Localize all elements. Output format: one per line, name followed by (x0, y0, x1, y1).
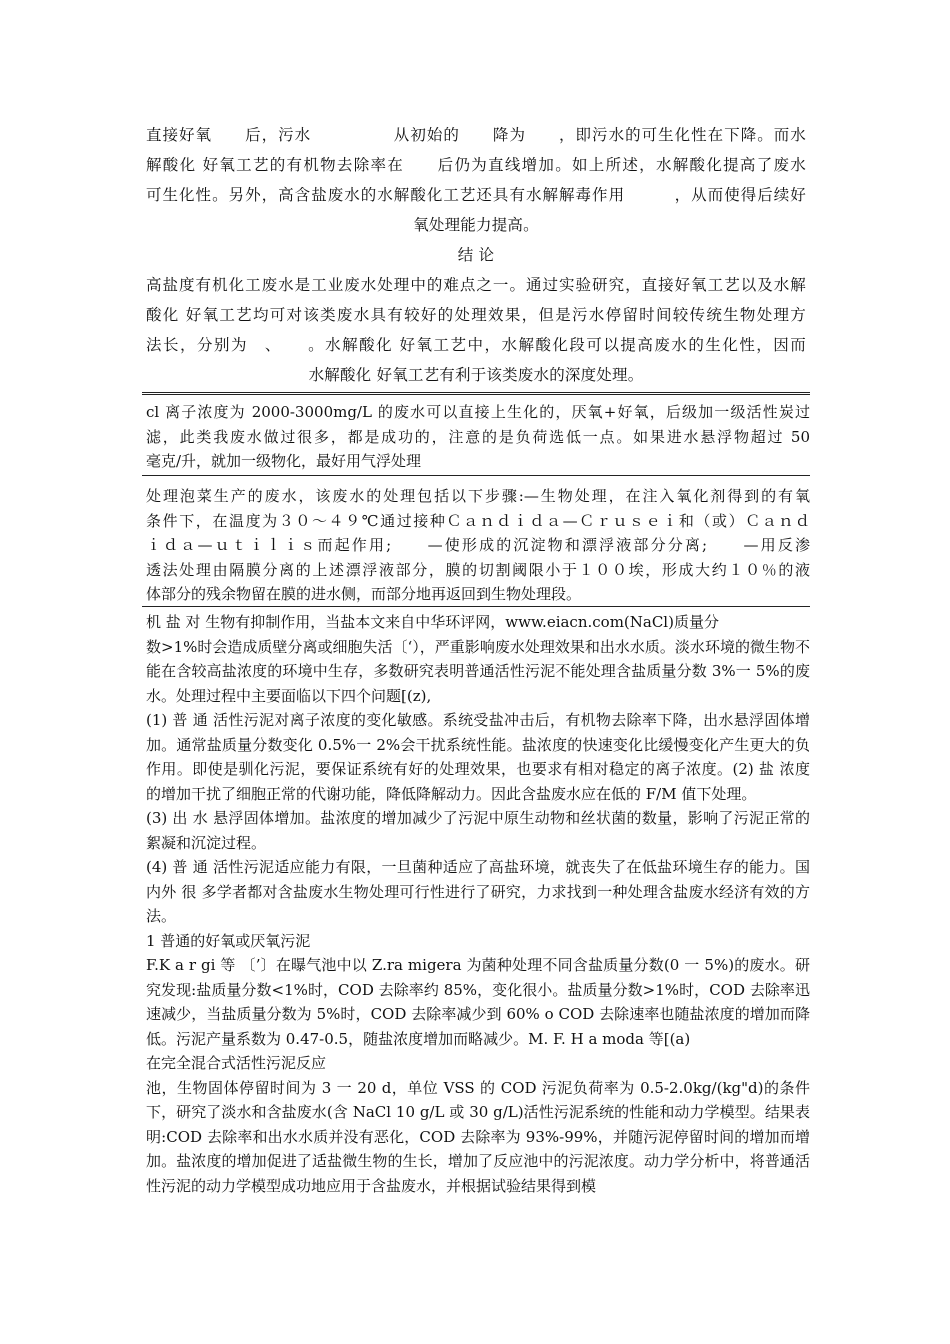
paragraph-line: ｉｄａ—ｕｔｉｌｉｓ而起作用; —使形成的沉淀物和漂浮液部分分离; —用反渗 (146, 536, 810, 554)
paragraph: 数>1%时会造成质壁分离或细胞失活〔‘），严重影响废水处理效果和出水水质。淡水环境的微生物不能在含较高盐浓度的环境中生存，多数研究表明普通活性污泥不能处理含盐质量分数 3%一 5%的废水。处理过程中主要面临以下四个问题[(z), (146, 637, 810, 705)
double-divider (142, 392, 810, 395)
paragraph-line: 高盐度有机化工废水是工业废水处理中的难点之一。通过实验研究，直接好氧工艺以及水解 (146, 276, 806, 294)
divider (142, 606, 810, 607)
paragraph-line: 处理泡菜生产的废水，该废水的处理包括以下步骤:—生物处理，在注入氧化剂得到的有氧 (146, 487, 810, 505)
paragraph: 在完全混合式活性污泥反应 (146, 1054, 327, 1072)
paragraph-line: cl 离子浓度为 2000-3000mg/L 的废水可以直接上生化的，厌氧+好氧，后级加一级活性炭过 (146, 403, 810, 421)
paragraph: 机 盐 对 生物有抑制作用，当盐本文来自中华环评网，www.eiacn.com(NaCl)质量分 (146, 613, 719, 631)
paragraph-line: 直接好氧 后，污水 从初始的 降为 ，即污水的可生化性在下降。而水 (146, 126, 806, 144)
divider (142, 475, 810, 476)
paragraph-line: 解酸化 好氧工艺的有机物去除率在 后仍为直线增加。如上所述，水解酸化提高了废水 (146, 156, 806, 174)
section-hydrolysis-discussion (146, 120, 806, 390)
paragraph-line: 法长，分别为 、 。水解酸化 好氧工艺中，水解酸化段可以提高废水的生化性，因而 (146, 336, 806, 354)
paragraph-line: 体部分的残余物留在膜的进水侧，而部分地再返回到生物处理段。 (146, 585, 582, 603)
section-heading: 1 普通的好氧或厌氧污泥 (146, 931, 311, 950)
block-salt-inhibition (146, 610, 810, 1198)
paragraph: (3) 出 水 悬浮固体增加。盐浓度的增加减少了污泥中原生动物和丝状菌的数量，影响了污泥正常的絮凝和沉淀过程。 (146, 809, 810, 852)
paragraph-line: 透法处理由隔膜分离的上述漂浮液部分，膜的切割阈限小于１００埃，形成大约１０％的液 (146, 560, 810, 579)
paragraph-line: 滤，此类我废水做过很多，都是成功的，注意的是负荷选低一点。如果进水悬浮物超过 50 (146, 427, 810, 446)
block-chloride-wastewater (146, 400, 810, 474)
paragraph: (4) 普 通 活性污泥适应能力有限，一旦菌种适应了高盐环境，就丧失了在低盐环境生存的能力。国 内外 很 多学者都对含盐废水生物处理可行性进行了研究，力求找到一种处理含盐废水经济有效的方法。 (146, 858, 810, 925)
paragraph-line: 可生化性。另外，高含盐废水的水解酸化工艺还具有水解解毒作用 ，从而使得后续好 (146, 186, 806, 204)
paragraph-line: 氧处理能力提高。 (413, 216, 539, 234)
paragraph-line: 水解酸化 好氧工艺有利于该类废水的深度处理。 (308, 366, 644, 384)
paragraph: (1) 普 通 活性污泥对离子浓度的变化敏感。系统受盐冲击后，有机物去除率下降，出水悬浮固体增加。通常盐质量分数变化 0.5%一 2%会干扰系统性能。盐浓度的快速变化比缓慢变化产生更大的负作用。即使是驯化污泥，要保证系统有好的处理效果，也要求有相对稳定的离子浓度。(2) 盐 浓度 的增加干扰了细胞正常的代谢功能，降低降解动力。因此含盐废水应在低的 F/M 值下处理。 (146, 711, 810, 803)
paragraph-line: 毫克/升，就加一级物化，最好用气浮处理 (146, 452, 422, 470)
paragraph: F.K a r gi 等 〔’〕在曝气池中以 Z.ra migera 为菌种处理不同含盐质量分数(0 一 5%)的废水。研究发现:盐质量分数<1%时，COD 去除率约 85%，变化很小。盐质量分数>1%时，COD 去除率迅速减少，当盐质量分数为 5%时，COD 去除率减少到 60% o COD 去除速率也随盐浓度的增加而降低。污泥产量系数为 0.47-0.5，随盐浓度增加而略减少。M. F. H a moda 等[(a) (146, 956, 810, 1048)
paragraph: 池，生物固体停留时间为 3 一 20 d，单位 VSS 的 COD 污泥负荷率为 0.5-2.0kg/(kg"d)的条件下，研究了淡水和含盐废水(含 NaCl 10 g/L 或 30 g/L)活性污泥系统的性能和动力学模型。结果表明:COD 去除率和出水水质并没有恶化，COD 去除率为 93%-99%，并随污泥停留时间的增加而增加。盐浓度的增加促进了适盐微生物的生长，增加了反应池中的污泥浓度。动力学分析中，将普通活性污泥的动力学模型成功地应用于含盐废水，并根据试验结果得到模 (146, 1078, 810, 1195)
paragraph-line: 条件下，在温度为３０～４９℃通过接种Ｃａｎｄｉｄａ—Ｃｒｕｓｅｉ和（或）Ｃａｎｄ (146, 511, 810, 530)
block-pickle-wastewater (146, 484, 810, 607)
paragraph-line: 酸化 好氧工艺均可对该类废水具有较好的处理效果，但是污水停留时间较传统生物处理方 (146, 306, 806, 324)
conclusion-heading: 结 论 (457, 246, 495, 264)
